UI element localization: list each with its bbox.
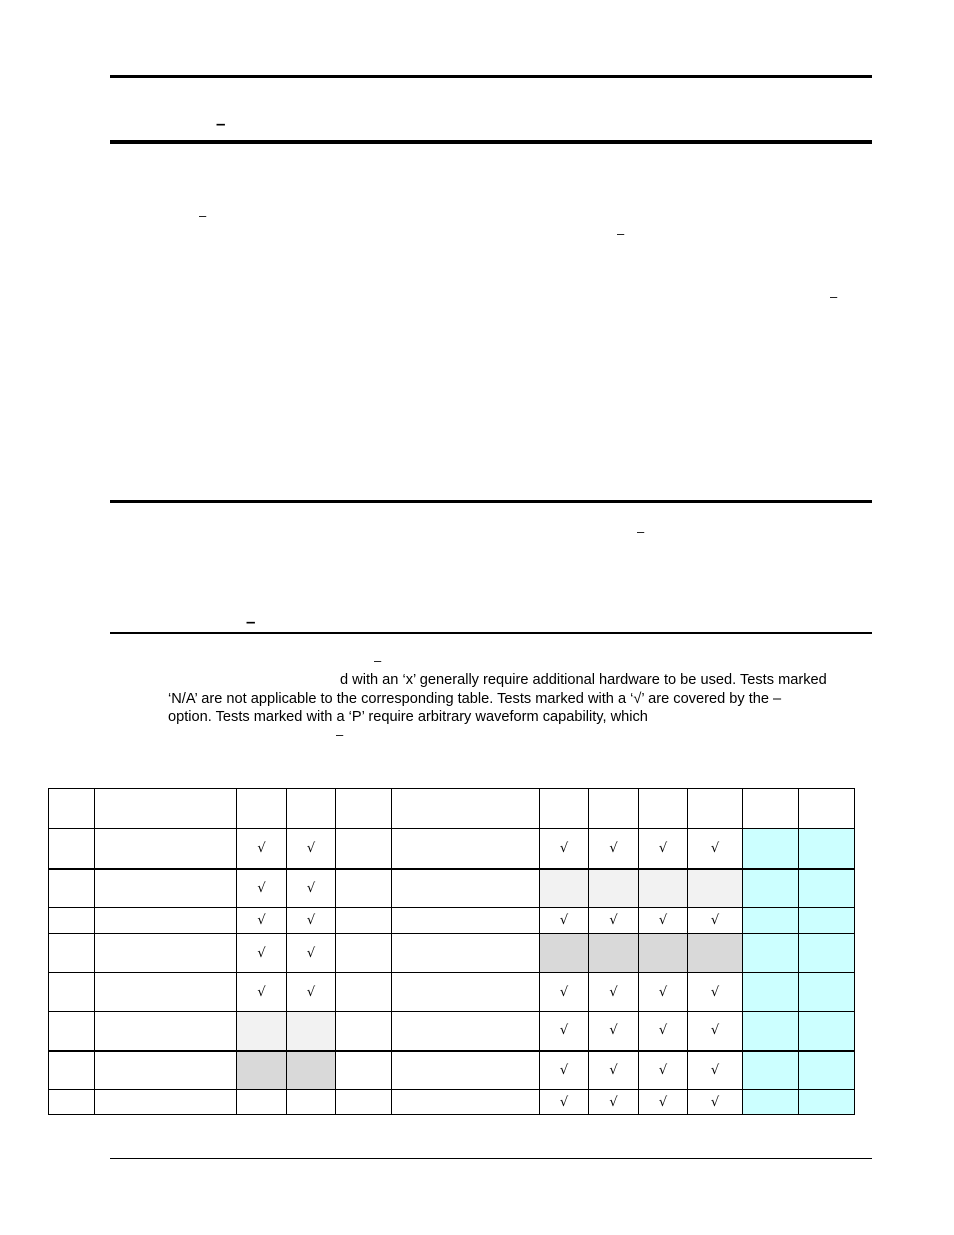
table-cell	[392, 908, 540, 934]
paragraph-dash: –	[199, 208, 207, 223]
table-cell	[743, 973, 799, 1012]
table-cell: √	[237, 934, 287, 973]
paragraph-dash: –	[617, 226, 625, 241]
table-cell	[336, 1051, 392, 1090]
table-cell	[95, 1051, 237, 1090]
header-cell	[743, 789, 799, 829]
table-cell	[336, 908, 392, 934]
table-cell: √	[639, 829, 688, 869]
table-cell	[799, 1090, 855, 1115]
header-cell	[799, 789, 855, 829]
header-cell	[336, 789, 392, 829]
table-row	[49, 869, 855, 908]
note-dash: –	[336, 727, 344, 742]
table-cell	[743, 934, 799, 973]
table-cell: √	[540, 829, 589, 869]
table-cell: √	[540, 1051, 589, 1090]
table-cell: √	[237, 829, 287, 869]
table-cell	[336, 1090, 392, 1115]
table-cell	[237, 1051, 287, 1090]
table-cell	[743, 1012, 799, 1051]
table-cell: √	[688, 1012, 743, 1051]
table-cell: √	[287, 934, 336, 973]
table-cell	[540, 934, 589, 973]
header-cell	[49, 789, 95, 829]
table-cell: √	[688, 1051, 743, 1090]
header-cell	[688, 789, 743, 829]
table-cell: √	[540, 1090, 589, 1115]
table-cell	[95, 973, 237, 1012]
table-cell	[95, 1012, 237, 1051]
table-cell: √	[237, 869, 287, 908]
table-cell: √	[589, 908, 639, 934]
header-cell	[237, 789, 287, 829]
note-line: d with an ‘x’ generally require additional hardware to be used. Tests marked	[340, 672, 827, 688]
table-row	[49, 1051, 855, 1090]
table-cell	[688, 869, 743, 908]
table-cell: √	[287, 829, 336, 869]
table-cell: √	[639, 1012, 688, 1051]
table-cell	[799, 869, 855, 908]
table-cell	[743, 869, 799, 908]
table-header-row	[49, 789, 855, 829]
table-cell	[95, 869, 237, 908]
header-cell	[639, 789, 688, 829]
note-dash: –	[374, 653, 382, 668]
table-cell	[49, 908, 95, 934]
table-cell: √	[688, 829, 743, 869]
subsection-title-dash: –	[246, 612, 256, 631]
section-title-dash: –	[216, 114, 226, 133]
table-cell: √	[237, 908, 287, 934]
table-cell: √	[287, 908, 336, 934]
table-cell: √	[688, 973, 743, 1012]
table-cell	[336, 869, 392, 908]
table-cell	[49, 1012, 95, 1051]
paragraph-dash: –	[830, 289, 838, 304]
table-cell	[336, 934, 392, 973]
table-cell: √	[589, 1051, 639, 1090]
table-cell	[743, 1051, 799, 1090]
table-cell	[49, 973, 95, 1012]
table-cell	[287, 1012, 336, 1051]
table-row	[49, 1090, 855, 1115]
table-cell	[743, 1090, 799, 1115]
subsection-rule	[110, 632, 872, 634]
table-cell: √	[589, 1090, 639, 1115]
table-cell	[639, 869, 688, 908]
table-cell: √	[688, 908, 743, 934]
table-cell	[392, 1090, 540, 1115]
header-cell	[392, 789, 540, 829]
table-row	[49, 829, 855, 869]
table-row	[49, 934, 855, 973]
table-cell	[49, 869, 95, 908]
table-cell	[287, 1051, 336, 1090]
table-cell	[392, 829, 540, 869]
table-cell	[589, 869, 639, 908]
table-note	[168, 671, 868, 727]
table-cell: √	[287, 869, 336, 908]
header-cell	[589, 789, 639, 829]
footer-rule	[110, 1158, 872, 1159]
table-cell: √	[287, 973, 336, 1012]
table-row	[49, 1012, 855, 1051]
table-cell	[95, 1090, 237, 1115]
table-cell	[95, 908, 237, 934]
table-cell	[336, 1012, 392, 1051]
table-cell	[95, 934, 237, 973]
table-cell: √	[639, 1090, 688, 1115]
table-cell: √	[589, 973, 639, 1012]
note-line: ‘N/A’ are not applicable to the corresponding table. Tests marked with a ‘√’ are covered by the –	[168, 690, 782, 707]
table-cell	[743, 829, 799, 869]
table-cell	[336, 973, 392, 1012]
table-cell: √	[639, 908, 688, 934]
table-cell	[639, 934, 688, 973]
table-cell	[799, 934, 855, 973]
table-cell: √	[639, 1051, 688, 1090]
table-cell	[49, 1051, 95, 1090]
table-cell	[336, 829, 392, 869]
note-line: option. Tests marked with a ‘P’ require arbitrary waveform capability, which	[168, 709, 648, 725]
table-cell: √	[540, 908, 589, 934]
table-cell	[799, 1051, 855, 1090]
table-cell	[743, 908, 799, 934]
table-cell	[49, 829, 95, 869]
table-cell	[799, 973, 855, 1012]
table-cell	[237, 1090, 287, 1115]
table-cell	[392, 869, 540, 908]
table-cell	[799, 908, 855, 934]
table-cell: √	[540, 973, 589, 1012]
table-cell	[287, 1090, 336, 1115]
top-rule	[110, 75, 872, 78]
header-cell	[287, 789, 336, 829]
table-cell: √	[237, 973, 287, 1012]
table-cell	[589, 934, 639, 973]
paragraph-dash: –	[637, 524, 645, 539]
table-cell: √	[639, 973, 688, 1012]
test-coverage-table	[48, 788, 855, 1115]
table-cell	[392, 934, 540, 973]
table-cell	[688, 934, 743, 973]
table-cell	[392, 1012, 540, 1051]
header-cell	[95, 789, 237, 829]
table-cell	[95, 829, 237, 869]
table-cell	[392, 1051, 540, 1090]
table-cell	[392, 973, 540, 1012]
table-cell	[49, 934, 95, 973]
table-cell: √	[589, 829, 639, 869]
table-cell	[237, 1012, 287, 1051]
table-row	[49, 973, 855, 1012]
section-rule	[110, 500, 872, 503]
table-cell: √	[589, 1012, 639, 1051]
table-cell	[49, 1090, 95, 1115]
table-cell	[799, 1012, 855, 1051]
table-cell: √	[540, 1012, 589, 1051]
table-cell	[799, 829, 855, 869]
header-cell	[540, 789, 589, 829]
table-row	[49, 908, 855, 934]
table-cell: √	[688, 1090, 743, 1115]
table-cell	[540, 869, 589, 908]
section-rule	[110, 140, 872, 144]
